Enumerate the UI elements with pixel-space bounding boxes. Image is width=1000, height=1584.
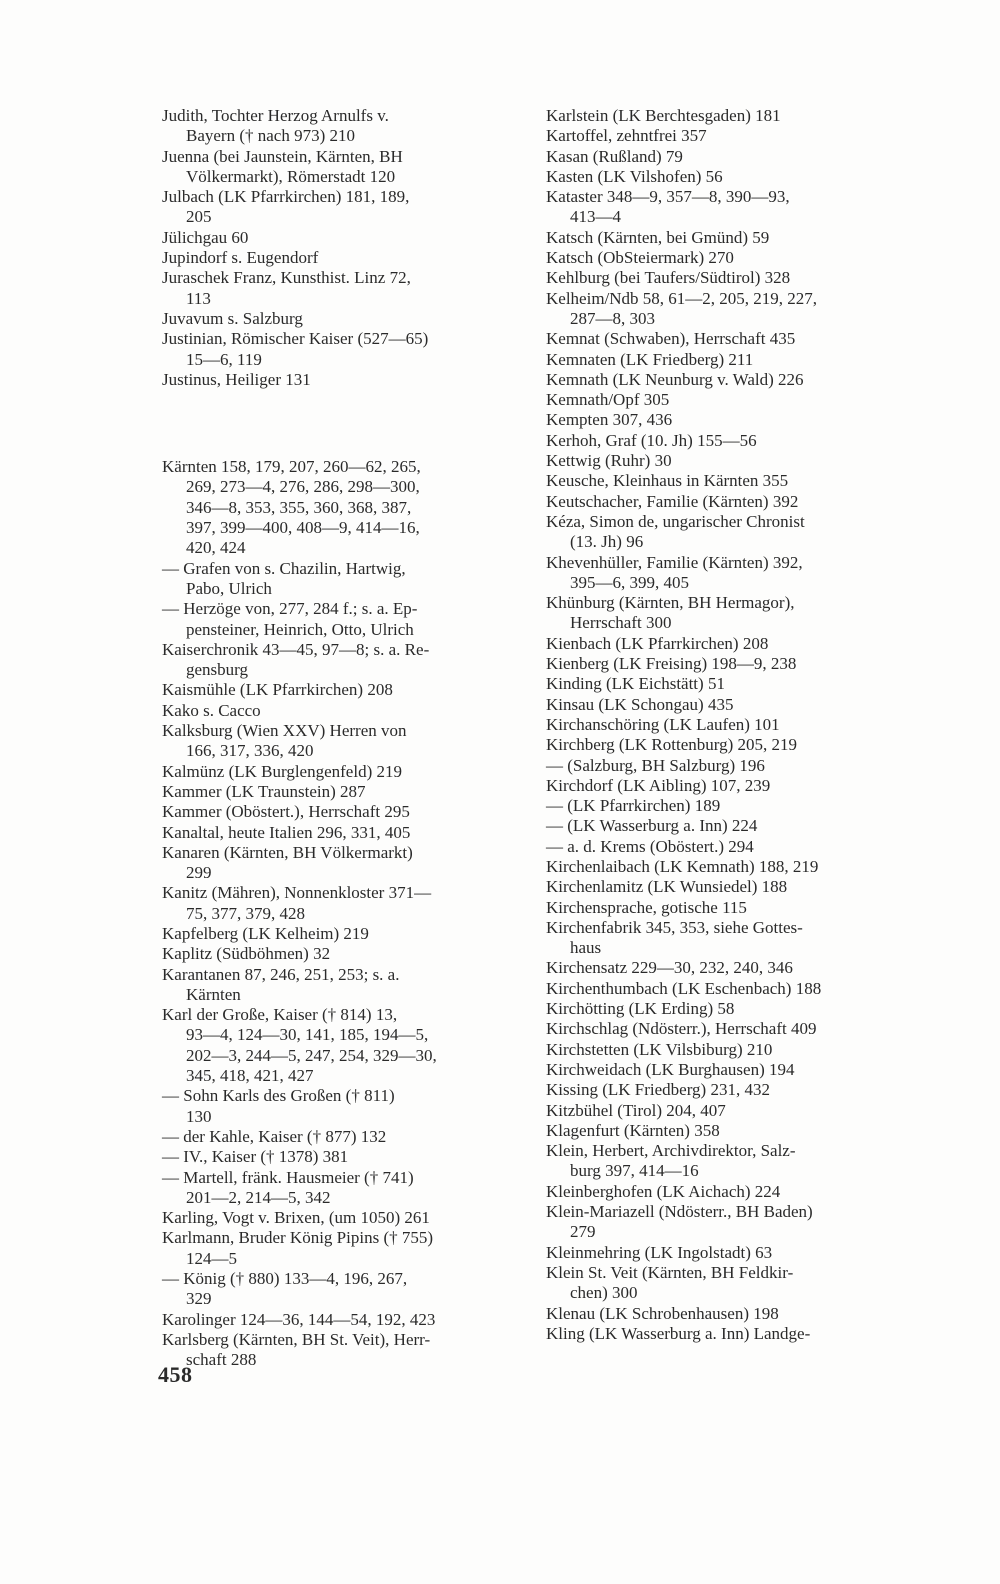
index-entry	[162, 268, 518, 309]
index-entry-line: 113	[186, 288, 211, 308]
index-entry	[162, 106, 518, 147]
index-entry	[162, 1269, 518, 1310]
index-entry-line: Jülichgau 60	[162, 227, 249, 247]
index-entry-line: — Herzöge von, 277, 284 f.; s. a. Ep-	[162, 599, 418, 619]
index-entry-line: Kirchweidach (LK Burghausen) 194	[546, 1059, 795, 1079]
index-entry	[162, 329, 518, 370]
index-entry-line: Juenna (bei Jaunstein, Kärnten, BH	[162, 146, 403, 166]
index-entry	[546, 248, 902, 268]
index-entry	[546, 1182, 902, 1202]
index-entry-line: pensteiner, Heinrich, Otto, Ulrich	[186, 619, 414, 639]
index-entry-line: — a. d. Krems (Oböstert.) 294	[546, 836, 754, 856]
index-entry-line: Kammer (LK Traunstein) 287	[162, 781, 366, 801]
index-entry-line: Kirchstetten (LK Vilsbiburg) 210	[546, 1039, 773, 1059]
index-entry-line: schaft 288	[186, 1350, 257, 1370]
index-entry	[546, 289, 902, 330]
index-entry-line: Kirchensprache, gotische 115	[546, 897, 747, 917]
index-entry	[546, 390, 902, 410]
index-entry-line: Kärnten	[186, 984, 241, 1004]
index-entry-line: — (LK Wasserburg a. Inn) 224	[546, 816, 758, 836]
index-entry	[546, 735, 902, 755]
index-entry	[162, 1208, 518, 1228]
index-entry-line: Kéza, Simon de, ungarischer Chronist	[546, 511, 805, 531]
index-entry-line: Kirchanschöring (LK Laufen) 101	[546, 714, 780, 734]
index-entry-line: — IV., Kaiser († 1378) 381	[162, 1147, 349, 1167]
index-entry-line: Kalksburg (Wien XXV) Herren von	[162, 721, 407, 741]
index-entry	[546, 268, 902, 288]
index-entry	[162, 559, 518, 600]
index-entry-line: Karantanen 87, 246, 251, 253; s. a.	[162, 964, 400, 984]
index-entry-line: Kirchberg (LK Rottenburg) 205, 219	[546, 735, 798, 755]
index-entry	[546, 1080, 902, 1100]
index-entry	[546, 898, 902, 918]
index-entry	[546, 958, 902, 978]
index-entry	[162, 1310, 518, 1330]
index-entry-line: Julbach (LK Pfarrkirchen) 181, 189,	[162, 187, 410, 207]
index-entry-line: gensburg	[186, 660, 249, 680]
index-entry	[162, 309, 518, 329]
page-number: 458	[158, 1362, 193, 1387]
index-entry	[546, 1202, 902, 1243]
index-entry	[546, 654, 902, 674]
index-entry-line: 75, 377, 379, 428	[186, 903, 305, 923]
index-entry-line: Kirchötting (LK Erding) 58	[546, 999, 735, 1019]
index-entry-line: Kemnath (LK Neunburg v. Wald) 226	[546, 369, 804, 389]
index-entry-line: Khünburg (Kärnten, BH Hermagor),	[546, 593, 795, 613]
index-entry	[546, 471, 902, 491]
index-entry-line: — Martell, fränk. Hausmeier († 741)	[162, 1167, 414, 1187]
index-entry-line: Kettwig (Ruhr) 30	[546, 451, 672, 471]
index-entry	[162, 843, 518, 884]
index-entry	[546, 756, 902, 776]
index-entry	[162, 147, 518, 188]
index-entry	[546, 695, 902, 715]
index-entry-line: Kirchensatz 229—30, 232, 240, 346	[546, 958, 793, 978]
index-entry-line: — König († 880) 133—4, 196, 267,	[162, 1269, 408, 1289]
index-entry-line: Klenau (LK Schrobenhausen) 198	[546, 1303, 779, 1323]
index-letter-gap	[162, 390, 518, 457]
index-entry-line: 269, 273—4, 276, 286, 298—300,	[186, 477, 420, 497]
index-entry-line: Juraschek Franz, Kunsthist. Linz 72,	[162, 268, 411, 288]
index-entry-line: Justinus, Heiliger 131	[162, 369, 311, 389]
index-entry	[546, 512, 902, 553]
index-entry-line: Karlstein (LK Berchtesgaden) 181	[546, 106, 781, 125]
index-entry-line: (13. Jh) 96	[570, 532, 644, 552]
index-entry-line: Katsch (Kärnten, bei Gmünd) 59	[546, 227, 770, 247]
index-entry	[546, 167, 902, 187]
index-entry-line: Kleinmehring (LK Ingolstadt) 63	[546, 1242, 773, 1262]
index-entry	[546, 1060, 902, 1080]
index-entry-line: Kinding (LK Eichstätt) 51	[546, 674, 725, 694]
index-entry	[546, 126, 902, 146]
index-entry	[546, 350, 902, 370]
index-entry-line: Kerhoh, Graf (10. Jh) 155—56	[546, 430, 757, 450]
index-entry-line: Kirchenlaibach (LK Kemnath) 188, 219	[546, 856, 819, 876]
index-entry-line: Karolinger 124—36, 144—54, 192, 423	[162, 1309, 436, 1329]
index-entry-line: Kanitz (Mähren), Nonnenkloster 371—	[162, 883, 432, 903]
index-entry-line: Juvavum s. Salzburg	[162, 308, 303, 328]
index-entry	[162, 1005, 518, 1086]
index-entry-line: 345, 418, 421, 427	[186, 1066, 314, 1086]
index-entry-line: 395—6, 399, 405	[570, 572, 689, 592]
index-entry-line: Kasan (Rußland) 79	[546, 146, 683, 166]
index-entry	[162, 762, 518, 782]
index-entry	[546, 715, 902, 735]
index-entry-line: Klein-Mariazell (Ndösterr., BH Baden)	[546, 1202, 813, 1222]
index-entry	[546, 1040, 902, 1060]
index-entry	[162, 1147, 518, 1167]
index-entry-line: Kehlburg (bei Taufers/Südtirol) 328	[546, 268, 791, 288]
index-entry-line: 201—2, 214—5, 342	[186, 1187, 331, 1207]
index-entry	[162, 782, 518, 802]
index-entry-line: Kirchschlag (Ndösterr.), Herrschaft 409	[546, 1019, 817, 1039]
index-entry-line: Kärnten 158, 179, 207, 260—62, 265,	[162, 457, 421, 477]
index-column-right	[546, 106, 902, 1344]
index-entry-line: Kanaren (Kärnten, BH Völkermarkt)	[162, 842, 413, 862]
index-entry-line: Pabo, Ulrich	[186, 578, 272, 598]
index-entry	[546, 1121, 902, 1141]
index-entry	[162, 823, 518, 843]
index-entry-line: 329	[186, 1289, 212, 1309]
index-entry-line: Kalmünz (LK Burglengenfeld) 219	[162, 761, 402, 781]
index-entry	[546, 918, 902, 959]
index-entry-line: Kako s. Cacco	[162, 700, 261, 720]
index-entry	[546, 329, 902, 349]
index-entry	[162, 944, 518, 964]
index-entry-line: Kanaltal, heute Italien 296, 331, 405	[162, 822, 411, 842]
index-entry	[546, 634, 902, 654]
index-entry	[546, 553, 902, 594]
index-entry-line: — (LK Pfarrkirchen) 189	[546, 796, 721, 816]
index-entry-line: Judith, Tochter Herzog Arnulfs v.	[162, 106, 389, 125]
index-entry	[546, 857, 902, 877]
index-entry-line: Kling (LK Wasserburg a. Inn) Landge-	[546, 1323, 811, 1343]
index-entry	[546, 228, 902, 248]
index-entry	[546, 1304, 902, 1324]
index-entry	[546, 106, 902, 126]
index-entry	[162, 248, 518, 268]
index-entry	[546, 187, 902, 228]
index-entry-line: Karlmann, Bruder König Pipins († 755)	[162, 1228, 434, 1248]
index-entry-line: 299	[186, 863, 212, 883]
index-entry	[546, 877, 902, 897]
index-entry-line: Kissing (LK Friedberg) 231, 432	[546, 1080, 770, 1100]
index-entry	[546, 999, 902, 1019]
index-entry-line: Kaiserchronik 43—45, 97—8; s. a. Re-	[162, 639, 430, 659]
index-entry-line: Kirchenthumbach (LK Eschenbach) 188	[546, 978, 822, 998]
index-entry	[546, 593, 902, 634]
index-entry	[162, 1086, 518, 1127]
index-entry	[546, 451, 902, 471]
index-entry	[162, 640, 518, 681]
index-entry-line: 166, 317, 336, 420	[186, 741, 314, 761]
index-entry	[162, 701, 518, 721]
index-entry	[546, 816, 902, 836]
index-entry-line: Kirchenfabrik 345, 353, siehe Gottes-	[546, 917, 803, 937]
index-entry-line: Klagenfurt (Kärnten) 358	[546, 1120, 720, 1140]
index-entry	[162, 457, 518, 558]
index-entry-line: Khevenhüller, Familie (Kärnten) 392,	[546, 552, 803, 572]
index-entry-line: Kemnaten (LK Friedberg) 211	[546, 349, 754, 369]
index-entry-line: 202—3, 244—5, 247, 254, 329—30,	[186, 1045, 437, 1065]
index-entry-line: Klein St. Veit (Kärnten, BH Feldkir-	[546, 1262, 794, 1282]
index-entry-line: 420, 424	[186, 538, 246, 558]
index-entry-line: Kasten (LK Vilshofen) 56	[546, 166, 723, 186]
index-entry-line: Keutschacher, Familie (Kärnten) 392	[546, 491, 799, 511]
index-entry-line: — Grafen von s. Chazilin, Hartwig,	[162, 558, 406, 578]
index-entry	[546, 674, 902, 694]
index-entry-line: — (Salzburg, BH Salzburg) 196	[546, 755, 765, 775]
index-entry	[162, 599, 518, 640]
index-entry-line: haus	[570, 938, 602, 958]
index-entry-line: Kirchenlamitz (LK Wunsiedel) 188	[546, 877, 788, 897]
index-entry	[162, 1330, 518, 1371]
index-entry-line: Jupindorf s. Eugendorf	[162, 248, 319, 268]
index-entry-line: Karl der Große, Kaiser († 814) 13,	[162, 1005, 398, 1025]
index-entry-line: Kartoffel, zehntfrei 357	[546, 126, 707, 146]
index-entry-line: Kammer (Oböstert.), Herrschaft 295	[162, 802, 410, 822]
index-entry	[162, 187, 518, 228]
index-entry	[546, 1141, 902, 1182]
index-entry-line: Klein, Herbert, Archivdirektor, Salz-	[546, 1141, 796, 1161]
index-entry-line: Kempten 307, 436	[546, 410, 673, 430]
index-entry-line: 287—8, 303	[570, 308, 655, 328]
index-entry-line: Kemnath/Opf 305	[546, 390, 670, 410]
index-entry	[546, 431, 902, 451]
index-entry-line: — der Kahle, Kaiser († 877) 132	[162, 1126, 387, 1146]
index-entry-line: Karling, Vogt v. Brixen, (um 1050) 261	[162, 1208, 430, 1228]
index-entry	[546, 796, 902, 816]
index-entry-line: 130	[186, 1106, 212, 1126]
index-entry-line: chen) 300	[570, 1283, 638, 1303]
index-entry-line: Kelheim/Ndb 58, 61—2, 205, 219, 227,	[546, 288, 818, 308]
index-entry-line: Herrschaft 300	[570, 613, 672, 633]
index-entry	[546, 776, 902, 796]
index-entry	[546, 492, 902, 512]
index-entry-line: Kemnat (Schwaben), Herrschaft 435	[546, 329, 796, 349]
index-entry	[162, 680, 518, 700]
index-entry	[546, 1324, 902, 1344]
index-entry-line: Kienberg (LK Freising) 198—9, 238	[546, 654, 797, 674]
index-entry-line: 15—6, 119	[186, 349, 262, 369]
index-entry	[546, 147, 902, 167]
index-entry-line: Kaplitz (Südböhmen) 32	[162, 944, 331, 964]
index-entry-line: 124—5	[186, 1248, 237, 1268]
index-entry	[162, 1168, 518, 1209]
index-entry	[546, 979, 902, 999]
index-entry-line: Karlsberg (Kärnten, BH St. Veit), Herr-	[162, 1329, 431, 1349]
index-entry-line: Kirchdorf (LK Aibling) 107, 239	[546, 775, 771, 795]
index-entry-line: 205	[186, 207, 212, 227]
index-entry	[546, 1263, 902, 1304]
index-entry-line: 397, 399—400, 408—9, 414—16,	[186, 518, 420, 538]
index-entry	[162, 1127, 518, 1147]
index-entry	[546, 1019, 902, 1039]
index-entry-line: Kapfelberg (LK Kelheim) 219	[162, 923, 369, 943]
index-entry-line: Kaismühle (LK Pfarrkirchen) 208	[162, 680, 393, 700]
index-entry	[546, 410, 902, 430]
index-entry-line: 93—4, 124—30, 141, 185, 194—5,	[186, 1025, 429, 1045]
index-entry-line: burg 397, 414—16	[570, 1161, 699, 1181]
index-entry	[162, 965, 518, 1006]
index-entry-line: Kinsau (LK Schongau) 435	[546, 694, 734, 714]
index-entry-line: Katsch (ObSteiermark) 270	[546, 248, 734, 268]
index-entry-line: Kleinberghofen (LK Aichach) 224	[546, 1181, 781, 1201]
index-entry	[162, 883, 518, 924]
index-entry-line: Kienbach (LK Pfarrkirchen) 208	[546, 633, 769, 653]
index-entry-line: Kataster 348—9, 357—8, 390—93,	[546, 187, 790, 207]
index-entry-line: 346—8, 353, 355, 360, 368, 387,	[186, 497, 412, 517]
index-entry-line: Völkermarkt), Römerstadt 120	[186, 166, 396, 186]
index-entry	[546, 370, 902, 390]
index-entry	[162, 1228, 518, 1269]
index-entry-line: 279	[570, 1222, 596, 1242]
index-entry	[546, 837, 902, 857]
index-entry-line: Justinian, Römischer Kaiser (527—65)	[162, 329, 429, 349]
index-column-left	[162, 106, 518, 1371]
index-entry-line: — Sohn Karls des Großen († 811)	[162, 1086, 395, 1106]
index-entry	[162, 802, 518, 822]
index-entry	[546, 1101, 902, 1121]
index-entry-line: 413—4	[570, 207, 621, 227]
index-entry	[162, 924, 518, 944]
index-entry	[546, 1243, 902, 1263]
index-entry	[162, 228, 518, 248]
index-entry	[162, 370, 518, 390]
index-entry-line: Kitzbühel (Tirol) 204, 407	[546, 1100, 726, 1120]
index-entry-line: Keusche, Kleinhaus in Kärnten 355	[546, 471, 789, 491]
index-entry-line: Bayern († nach 973) 210	[186, 126, 356, 146]
index-entry	[162, 721, 518, 762]
